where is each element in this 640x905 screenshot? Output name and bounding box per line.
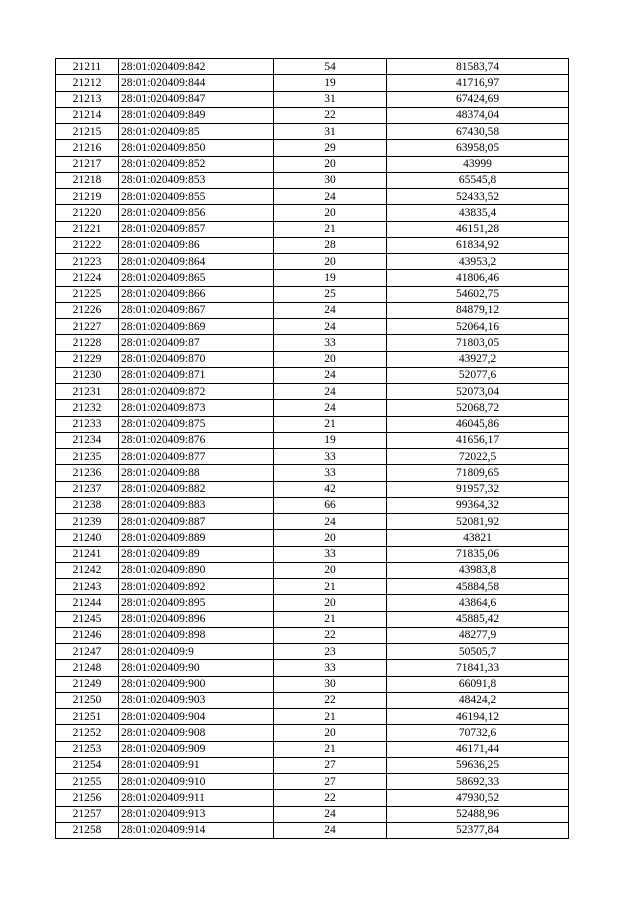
value-cell: 67424,69: [387, 91, 569, 107]
row-number-cell: 21254: [56, 757, 119, 773]
cadastral-number-cell: 28:01:020409:91: [119, 757, 274, 773]
area-cell: 22: [274, 627, 387, 643]
area-cell: 19: [274, 432, 387, 448]
table-row: [56, 514, 569, 530]
cadastral-number-cell: 28:01:020409:849: [119, 107, 274, 123]
area-cell: 21: [274, 579, 387, 595]
value-cell: 65545,8: [387, 172, 569, 188]
value-cell: 52377,84: [387, 822, 569, 838]
value-cell: 81583,74: [387, 59, 569, 75]
table-row: [56, 774, 569, 790]
area-cell: 24: [274, 302, 387, 318]
row-number-cell: 21243: [56, 579, 119, 595]
table-row: [56, 172, 569, 188]
row-number-cell: 21257: [56, 806, 119, 822]
area-cell: 54: [274, 59, 387, 75]
cadastral-number-cell: 28:01:020409:896: [119, 611, 274, 627]
area-cell: 28: [274, 237, 387, 253]
table-row: [56, 644, 569, 660]
cadastral-number-cell: 28:01:020409:855: [119, 189, 274, 205]
area-cell: 24: [274, 822, 387, 838]
table-row: [56, 140, 569, 156]
cadastral-number-cell: 28:01:020409:856: [119, 205, 274, 221]
area-cell: 33: [274, 449, 387, 465]
cadastral-number-cell: 28:01:020409:857: [119, 221, 274, 237]
area-cell: 21: [274, 741, 387, 757]
cadastral-number-cell: 28:01:020409:870: [119, 351, 274, 367]
table-row: [56, 611, 569, 627]
value-cell: 45885,42: [387, 611, 569, 627]
row-number-cell: 21252: [56, 725, 119, 741]
cadastral-number-cell: 28:01:020409:869: [119, 319, 274, 335]
value-cell: 61834,92: [387, 237, 569, 253]
cadastral-number-cell: 28:01:020409:866: [119, 286, 274, 302]
value-cell: 43999: [387, 156, 569, 172]
value-cell: 84879,12: [387, 302, 569, 318]
table-row: [56, 692, 569, 708]
table-row: [56, 481, 569, 497]
cadastral-table: [55, 58, 569, 839]
cadastral-number-cell: 28:01:020409:913: [119, 806, 274, 822]
value-cell: 71803,05: [387, 335, 569, 351]
area-cell: 19: [274, 270, 387, 286]
row-number-cell: 21241: [56, 546, 119, 562]
cadastral-number-cell: 28:01:020409:864: [119, 254, 274, 270]
row-number-cell: 21213: [56, 91, 119, 107]
table-row: [56, 432, 569, 448]
table-row: [56, 709, 569, 725]
cadastral-number-cell: 28:01:020409:898: [119, 627, 274, 643]
value-cell: 43864,6: [387, 595, 569, 611]
cadastral-number-cell: 28:01:020409:900: [119, 676, 274, 692]
row-number-cell: 21251: [56, 709, 119, 725]
table-row: [56, 319, 569, 335]
table-row: [56, 351, 569, 367]
value-cell: 52073,04: [387, 384, 569, 400]
table-row: [56, 416, 569, 432]
cadastral-number-cell: 28:01:020409:904: [119, 709, 274, 725]
area-cell: 20: [274, 595, 387, 611]
area-cell: 30: [274, 172, 387, 188]
cadastral-number-cell: 28:01:020409:883: [119, 497, 274, 513]
row-number-cell: 21249: [56, 676, 119, 692]
row-number-cell: 21229: [56, 351, 119, 367]
table-row: [56, 107, 569, 123]
area-cell: 29: [274, 140, 387, 156]
area-cell: 33: [274, 546, 387, 562]
table-row: [56, 237, 569, 253]
table-row: [56, 790, 569, 806]
value-cell: 46151,28: [387, 221, 569, 237]
area-cell: 21: [274, 709, 387, 725]
table-row: [56, 156, 569, 172]
area-cell: 33: [274, 335, 387, 351]
table-row: [56, 367, 569, 383]
value-cell: 46194,12: [387, 709, 569, 725]
row-number-cell: 21253: [56, 741, 119, 757]
area-cell: 20: [274, 725, 387, 741]
value-cell: 43821: [387, 530, 569, 546]
cadastral-number-cell: 28:01:020409:911: [119, 790, 274, 806]
row-number-cell: 21234: [56, 432, 119, 448]
area-cell: 20: [274, 530, 387, 546]
row-number-cell: 21227: [56, 319, 119, 335]
value-cell: 71841,33: [387, 660, 569, 676]
row-number-cell: 21221: [56, 221, 119, 237]
area-cell: 31: [274, 124, 387, 140]
area-cell: 23: [274, 644, 387, 660]
table-row: [56, 530, 569, 546]
value-cell: 43835,4: [387, 205, 569, 221]
row-number-cell: 21232: [56, 400, 119, 416]
cadastral-number-cell: 28:01:020409:842: [119, 59, 274, 75]
row-number-cell: 21247: [56, 644, 119, 660]
value-cell: 52488,96: [387, 806, 569, 822]
table-row: [56, 400, 569, 416]
value-cell: 71835,06: [387, 546, 569, 562]
value-cell: 48277,9: [387, 627, 569, 643]
cadastral-number-cell: 28:01:020409:882: [119, 481, 274, 497]
cadastral-number-cell: 28:01:020409:89: [119, 546, 274, 562]
area-cell: 22: [274, 107, 387, 123]
area-cell: 27: [274, 757, 387, 773]
value-cell: 52433,52: [387, 189, 569, 205]
area-cell: 33: [274, 660, 387, 676]
value-cell: 58692,33: [387, 774, 569, 790]
cadastral-number-cell: 28:01:020409:86: [119, 237, 274, 253]
table-row: [56, 384, 569, 400]
area-cell: 33: [274, 465, 387, 481]
cadastral-number-cell: 28:01:020409:872: [119, 384, 274, 400]
row-number-cell: 21225: [56, 286, 119, 302]
value-cell: 67430,58: [387, 124, 569, 140]
row-number-cell: 21226: [56, 302, 119, 318]
table-row: [56, 725, 569, 741]
value-cell: 91957,32: [387, 481, 569, 497]
row-number-cell: 21214: [56, 107, 119, 123]
cadastral-number-cell: 28:01:020409:867: [119, 302, 274, 318]
area-cell: 24: [274, 806, 387, 822]
area-cell: 21: [274, 416, 387, 432]
cadastral-number-cell: 28:01:020409:865: [119, 270, 274, 286]
table-row: [56, 562, 569, 578]
table-row: [56, 335, 569, 351]
value-cell: 43927,2: [387, 351, 569, 367]
area-cell: 31: [274, 91, 387, 107]
row-number-cell: 21245: [56, 611, 119, 627]
row-number-cell: 21248: [56, 660, 119, 676]
area-cell: 24: [274, 319, 387, 335]
area-cell: 21: [274, 221, 387, 237]
value-cell: 52068,72: [387, 400, 569, 416]
cadastral-number-cell: 28:01:020409:88: [119, 465, 274, 481]
row-number-cell: 21258: [56, 822, 119, 838]
cadastral-number-cell: 28:01:020409:876: [119, 432, 274, 448]
row-number-cell: 21244: [56, 595, 119, 611]
cadastral-number-cell: 28:01:020409:887: [119, 514, 274, 530]
value-cell: 52064,16: [387, 319, 569, 335]
cadastral-number-cell: 28:01:020409:844: [119, 75, 274, 91]
table-body: [56, 59, 569, 839]
row-number-cell: 21239: [56, 514, 119, 530]
table-row: [56, 449, 569, 465]
value-cell: 41806,46: [387, 270, 569, 286]
row-number-cell: 21216: [56, 140, 119, 156]
value-cell: 46045,86: [387, 416, 569, 432]
value-cell: 63958,05: [387, 140, 569, 156]
cadastral-number-cell: 28:01:020409:908: [119, 725, 274, 741]
row-number-cell: 21215: [56, 124, 119, 140]
cadastral-number-cell: 28:01:020409:914: [119, 822, 274, 838]
cadastral-number-cell: 28:01:020409:853: [119, 172, 274, 188]
area-cell: 30: [274, 676, 387, 692]
value-cell: 54602,75: [387, 286, 569, 302]
value-cell: 71809,65: [387, 465, 569, 481]
row-number-cell: 21256: [56, 790, 119, 806]
area-cell: 25: [274, 286, 387, 302]
area-cell: 24: [274, 367, 387, 383]
table-row: [56, 595, 569, 611]
area-cell: 66: [274, 497, 387, 513]
area-cell: 20: [274, 254, 387, 270]
row-number-cell: 21223: [56, 254, 119, 270]
table-row: [56, 822, 569, 838]
value-cell: 52077,6: [387, 367, 569, 383]
table-row: [56, 75, 569, 91]
row-number-cell: 21233: [56, 416, 119, 432]
table-row: [56, 59, 569, 75]
area-cell: 20: [274, 562, 387, 578]
value-cell: 48424,2: [387, 692, 569, 708]
value-cell: 46171,44: [387, 741, 569, 757]
area-cell: 24: [274, 384, 387, 400]
cadastral-number-cell: 28:01:020409:873: [119, 400, 274, 416]
row-number-cell: 21231: [56, 384, 119, 400]
row-number-cell: 21238: [56, 497, 119, 513]
value-cell: 72022,5: [387, 449, 569, 465]
row-number-cell: 21218: [56, 172, 119, 188]
row-number-cell: 21212: [56, 75, 119, 91]
table-row: [56, 221, 569, 237]
table-row: [56, 579, 569, 595]
table-row: [56, 286, 569, 302]
cadastral-number-cell: 28:01:020409:890: [119, 562, 274, 578]
table-row: [56, 302, 569, 318]
cadastral-number-cell: 28:01:020409:909: [119, 741, 274, 757]
cadastral-number-cell: 28:01:020409:875: [119, 416, 274, 432]
table-row: [56, 270, 569, 286]
value-cell: 41656,17: [387, 432, 569, 448]
value-cell: 52081,92: [387, 514, 569, 530]
row-number-cell: 21237: [56, 481, 119, 497]
value-cell: 47930,52: [387, 790, 569, 806]
row-number-cell: 21240: [56, 530, 119, 546]
table-row: [56, 757, 569, 773]
table-row: [56, 124, 569, 140]
cadastral-number-cell: 28:01:020409:877: [119, 449, 274, 465]
value-cell: 48374,04: [387, 107, 569, 123]
table-row: [56, 91, 569, 107]
row-number-cell: 21246: [56, 627, 119, 643]
value-cell: 45884,58: [387, 579, 569, 595]
area-cell: 22: [274, 692, 387, 708]
row-number-cell: 21230: [56, 367, 119, 383]
table-row: [56, 254, 569, 270]
value-cell: 59636,25: [387, 757, 569, 773]
row-number-cell: 21222: [56, 237, 119, 253]
cadastral-number-cell: 28:01:020409:847: [119, 91, 274, 107]
cadastral-number-cell: 28:01:020409:910: [119, 774, 274, 790]
cadastral-number-cell: 28:01:020409:90: [119, 660, 274, 676]
row-number-cell: 21219: [56, 189, 119, 205]
row-number-cell: 21224: [56, 270, 119, 286]
area-cell: 20: [274, 156, 387, 172]
row-number-cell: 21250: [56, 692, 119, 708]
row-number-cell: 21255: [56, 774, 119, 790]
area-cell: 21: [274, 611, 387, 627]
table-row: [56, 465, 569, 481]
cadastral-number-cell: 28:01:020409:903: [119, 692, 274, 708]
row-number-cell: 21242: [56, 562, 119, 578]
area-cell: 20: [274, 351, 387, 367]
table-row: [56, 205, 569, 221]
row-number-cell: 21211: [56, 59, 119, 75]
value-cell: 70732,6: [387, 725, 569, 741]
cadastral-number-cell: 28:01:020409:852: [119, 156, 274, 172]
area-cell: 24: [274, 400, 387, 416]
cadastral-number-cell: 28:01:020409:889: [119, 530, 274, 546]
cadastral-number-cell: 28:01:020409:9: [119, 644, 274, 660]
table-row: [56, 676, 569, 692]
area-cell: 19: [274, 75, 387, 91]
value-cell: 43983,8: [387, 562, 569, 578]
area-cell: 24: [274, 514, 387, 530]
cadastral-number-cell: 28:01:020409:850: [119, 140, 274, 156]
area-cell: 24: [274, 189, 387, 205]
value-cell: 99364,32: [387, 497, 569, 513]
value-cell: 66091,8: [387, 676, 569, 692]
area-cell: 42: [274, 481, 387, 497]
value-cell: 41716,97: [387, 75, 569, 91]
table-row: [56, 627, 569, 643]
row-number-cell: 21220: [56, 205, 119, 221]
value-cell: 43953,2: [387, 254, 569, 270]
cadastral-number-cell: 28:01:020409:85: [119, 124, 274, 140]
cadastral-number-cell: 28:01:020409:892: [119, 579, 274, 595]
cadastral-number-cell: 28:01:020409:87: [119, 335, 274, 351]
table-row: [56, 546, 569, 562]
value-cell: 50505,7: [387, 644, 569, 660]
table-row: [56, 189, 569, 205]
table-row: [56, 660, 569, 676]
area-cell: 27: [274, 774, 387, 790]
table-row: [56, 806, 569, 822]
row-number-cell: 21235: [56, 449, 119, 465]
cadastral-number-cell: 28:01:020409:871: [119, 367, 274, 383]
row-number-cell: 21236: [56, 465, 119, 481]
table-row: [56, 741, 569, 757]
row-number-cell: 21228: [56, 335, 119, 351]
table-row: [56, 497, 569, 513]
cadastral-number-cell: 28:01:020409:895: [119, 595, 274, 611]
area-cell: 22: [274, 790, 387, 806]
row-number-cell: 21217: [56, 156, 119, 172]
area-cell: 20: [274, 205, 387, 221]
